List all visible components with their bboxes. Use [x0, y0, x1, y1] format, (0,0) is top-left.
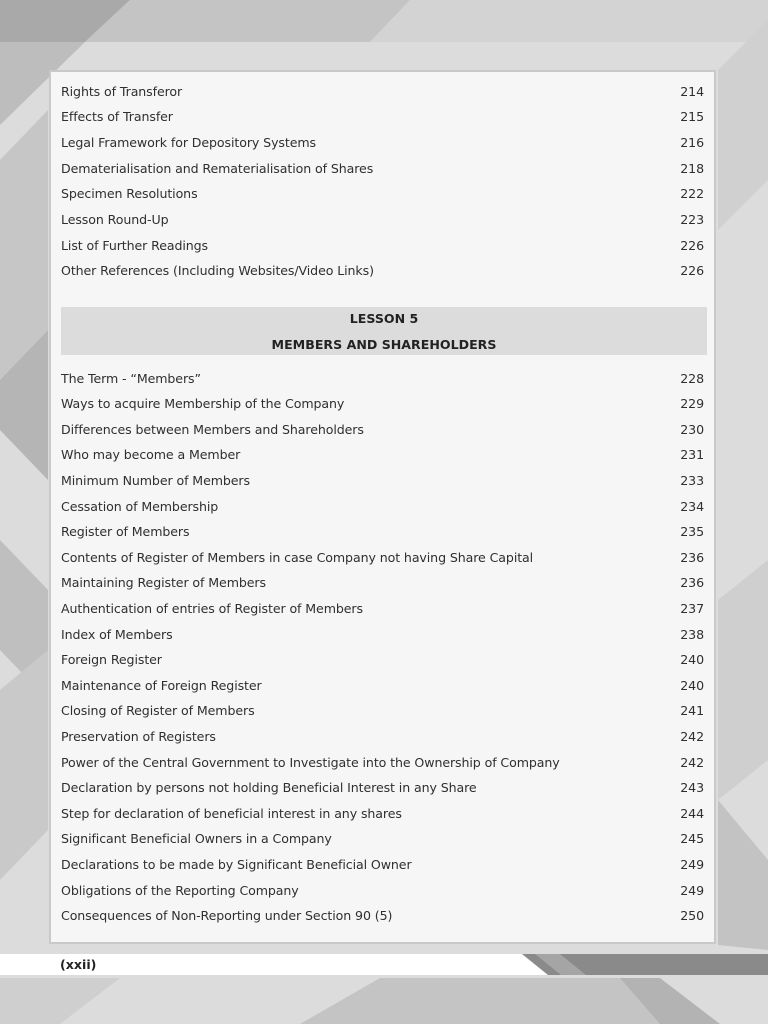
toc-entry: [61, 650, 704, 670]
toc-entry: [61, 880, 704, 900]
toc-entry-title: Step for declaration of beneficial interest in any shares: [61, 805, 402, 821]
toc-entry: [61, 496, 704, 516]
toc-entry-title: Dematerialisation and Rematerialisation of Shares: [61, 160, 374, 176]
toc-entry-title: Consequences of Non-Reporting under Section 90 (5): [61, 908, 393, 924]
toc-entry: [61, 778, 704, 798]
toc-entry-page: 242: [680, 754, 704, 770]
toc-entry: [61, 573, 704, 593]
toc-entry-page: 222: [680, 186, 704, 202]
toc-entry-page: 229: [680, 396, 704, 412]
toc-entry-title: Closing of Register of Members: [61, 703, 255, 719]
toc-entry: [61, 158, 704, 178]
toc-entry-title: Legal Framework for Depository Systems: [61, 134, 316, 150]
toc-entry: [61, 522, 704, 542]
toc-entry-page: 249: [680, 882, 704, 898]
toc-entry-title: Register of Members: [61, 524, 190, 540]
toc-entry: [61, 184, 704, 204]
toc-entry-title: Cessation of Membership: [61, 498, 219, 514]
toc-entry-page: 236: [680, 575, 704, 591]
toc-entry-page: 214: [680, 83, 704, 99]
toc-entry-page: 243: [680, 780, 704, 796]
toc-entry: [61, 368, 704, 388]
toc-entry: [61, 675, 704, 695]
toc-entry-title: Lesson Round-Up: [61, 212, 169, 227]
toc-entry-title: Rights of Transferor: [61, 83, 183, 99]
toc-entry-page: 249: [680, 856, 704, 872]
toc-entry-title: Who may become a Member: [61, 447, 241, 463]
toc-entry: [61, 854, 704, 874]
toc-entry: [61, 419, 704, 439]
toc-entry-page: 226: [680, 237, 704, 253]
page-number: (xxii): [60, 957, 97, 972]
toc-entry-title: Declarations to be made by Significant Beneficial Owner: [61, 856, 412, 872]
toc-entry-page: 245: [680, 831, 704, 847]
toc-entry-page: 238: [680, 626, 704, 642]
toc-entry-title: The Term - “Members”: [61, 370, 201, 386]
lesson-header: [61, 307, 707, 355]
toc-entry-page: 244: [680, 805, 704, 821]
toc-entry-title: Authentication of entries of Register of Members: [61, 600, 363, 616]
lesson-number: LESSON 5: [349, 311, 419, 326]
toc-entry: [61, 445, 704, 465]
toc-entry-page: 228: [680, 370, 704, 386]
toc-entry-page: 234: [680, 498, 704, 514]
toc-entry-title: Minimum Number of Members: [61, 472, 250, 488]
toc-entry-title: Preservation of Registers: [61, 728, 216, 744]
toc-entry: [61, 394, 704, 414]
toc-entry-title: Index of Members: [61, 626, 173, 642]
toc-entry: [61, 261, 704, 281]
toc-entry: [61, 803, 704, 823]
toc-entry-page: 240: [680, 677, 704, 693]
toc-entry-title: Other References (Including Websites/Video Links): [61, 263, 374, 279]
toc-entry: [61, 81, 704, 101]
toc-entry-title: Foreign Register: [61, 652, 162, 668]
toc-entry-page: 235: [680, 524, 704, 540]
toc-entry-title: Differences between Members and Shareholders: [61, 421, 364, 437]
toc-entry: [61, 829, 704, 849]
toc-entry-page: 242: [680, 728, 704, 744]
toc-entry-page: 215: [680, 109, 704, 125]
footer-bar: [0, 954, 768, 975]
toc-entry: [61, 547, 704, 567]
lesson-title: MEMBERS AND SHAREHOLDERS: [271, 337, 497, 352]
toc-entry-page: 233: [680, 472, 704, 488]
toc-entry-title: Significant Beneficial Owners in a Company: [61, 831, 332, 847]
toc-entry: [61, 470, 704, 490]
toc-entry-title: Maintenance of Foreign Register: [61, 677, 262, 693]
toc-panel: [49, 70, 716, 944]
toc-entry: [61, 624, 704, 644]
toc-entry-page: 223: [680, 212, 704, 227]
toc-entry-title: Contents of Register of Members in case Company not having Share Capital: [61, 549, 534, 565]
toc-entry-title: Obligations of the Reporting Company: [61, 882, 299, 898]
toc-entry-title: List of Further Readings: [61, 237, 209, 253]
toc-entry: [61, 906, 704, 926]
toc-entry: [61, 701, 704, 721]
toc-entry: [61, 752, 704, 772]
toc-entry-page: 241: [680, 703, 704, 719]
toc-entry-title: Specimen Resolutions: [61, 186, 198, 202]
toc-entry-title: Power of the Central Government to Investigate into the Ownership of Company: [61, 754, 560, 770]
toc-entry-title: Declaration by persons not holding Beneficial Interest in any Share: [61, 780, 477, 796]
toc-entry: [61, 726, 704, 746]
toc-entry-page: 218: [680, 160, 704, 176]
toc-entry-page: 231: [680, 447, 704, 463]
toc-entry: [61, 132, 704, 152]
toc-entry-page: 240: [680, 652, 704, 668]
toc-entry-page: 226: [680, 263, 704, 279]
toc-entry-title: Effects of Transfer: [61, 109, 173, 125]
toc-entry-page: 250: [680, 908, 704, 924]
toc-entry-page: 236: [680, 549, 704, 565]
toc-entry-page: 237: [680, 600, 704, 616]
toc-entry: [61, 235, 704, 255]
toc-entry-page: 216: [680, 134, 704, 150]
toc-entry: [61, 210, 704, 230]
toc-entry-title: Maintaining Register of Members: [61, 575, 266, 591]
toc-entry: [61, 107, 704, 127]
toc-entry-page: 230: [680, 421, 704, 437]
toc-entry: [61, 598, 704, 618]
toc-entry-title: Ways to acquire Membership of the Company: [61, 396, 345, 412]
